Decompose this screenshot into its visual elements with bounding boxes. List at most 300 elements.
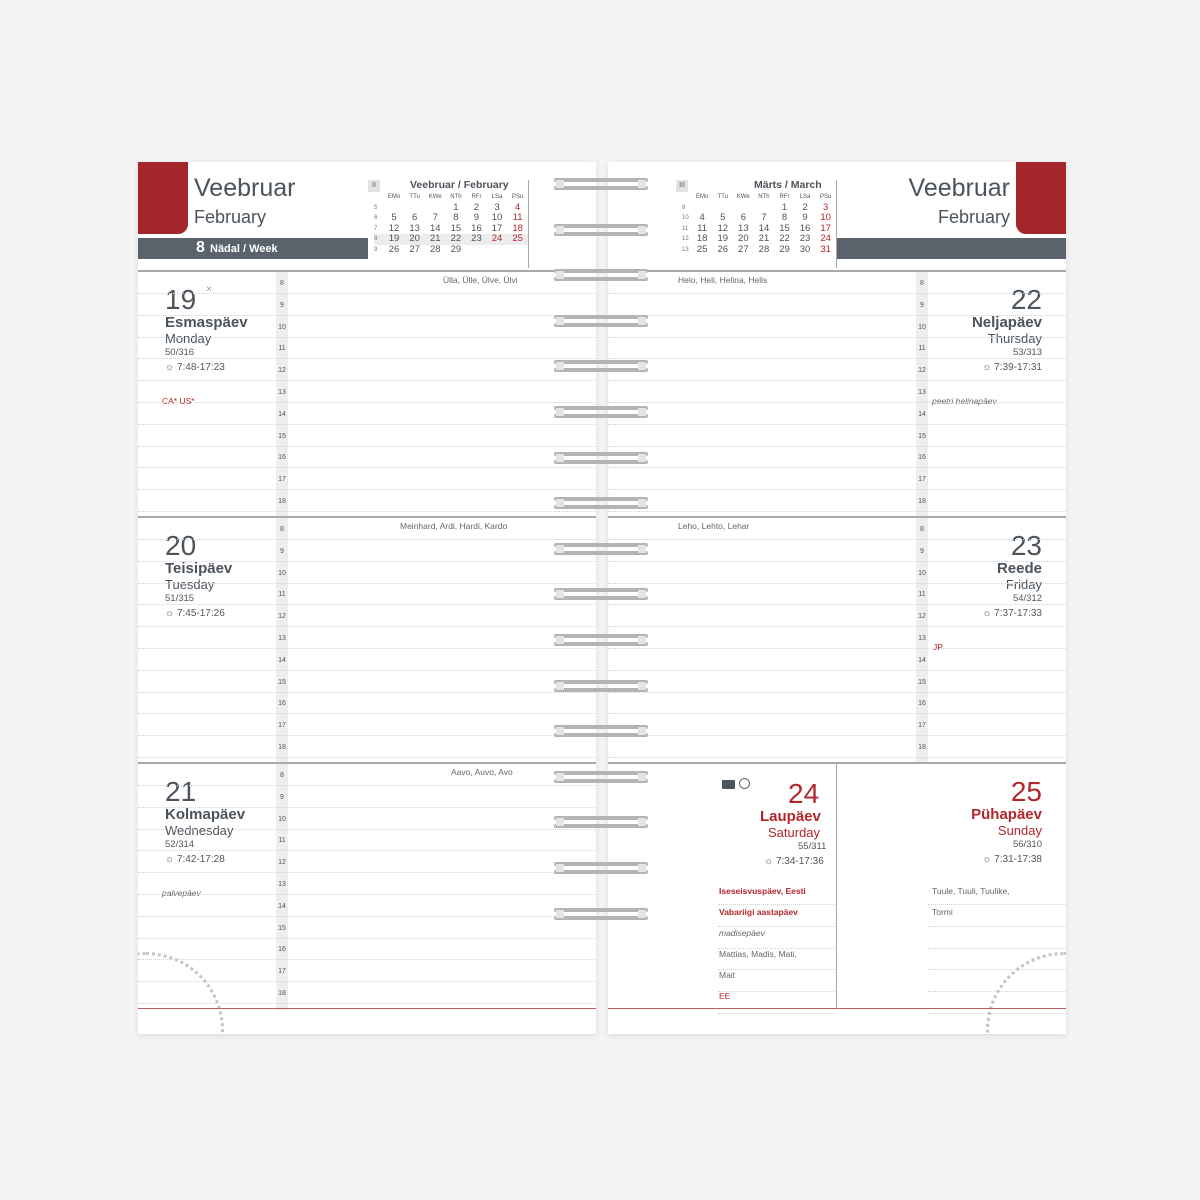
spiral-ring	[554, 448, 648, 468]
hour-line	[138, 467, 596, 468]
mini-calendar-day: 11	[512, 212, 523, 223]
hour-label: 8	[920, 526, 924, 533]
mini-calendar-day: 3	[823, 201, 829, 213]
day-name-en: Tuesday	[165, 577, 215, 592]
header-divider	[836, 180, 837, 268]
hour-label: 15	[918, 432, 926, 440]
mini-calendar-day: 24	[487, 234, 508, 245]
mini-calendar-day: 2	[473, 201, 480, 213]
weekend-section	[608, 762, 1066, 1010]
hour-label: 14	[278, 410, 286, 418]
hour-line	[138, 293, 596, 294]
hour-label: 11	[278, 837, 286, 845]
sun-times: ☼ 7:31-17:38	[982, 854, 1042, 865]
hour-label: 11	[918, 591, 926, 599]
right-page	[608, 162, 1066, 1034]
hour-label: 8	[280, 772, 284, 779]
day-count: 56/310	[1012, 839, 1042, 850]
spiral-ring	[554, 858, 648, 878]
note-line	[718, 948, 836, 949]
sun-times: ☼ 7:48-17:23	[165, 362, 225, 373]
day-number: 22	[1010, 284, 1042, 315]
hour-line	[608, 757, 1066, 758]
holiday-note: Vabariigi aastapäev	[719, 907, 798, 917]
hour-label: 18	[278, 990, 286, 997]
mini-calendar-day: 31	[820, 243, 831, 255]
weekday-header: EMo	[387, 194, 401, 200]
mini-calendar-day: 10	[820, 212, 831, 223]
mini-calendar-day: 11	[697, 222, 708, 234]
mini-calendar-day: 29	[779, 243, 790, 255]
hour-line	[138, 511, 596, 512]
sun-times: ☼ 7:34-17:36	[764, 856, 824, 867]
month-subtitle: February	[194, 207, 267, 227]
sun-times: ☼ 7:42-17:28	[165, 854, 225, 865]
hour-line	[138, 872, 596, 873]
week-label: Nädal / Week	[210, 243, 278, 255]
mini-calendar-day: 28	[429, 243, 441, 255]
mini-calendar-day	[466, 245, 487, 256]
hour-line	[138, 829, 596, 830]
close-icon: ×	[206, 284, 212, 295]
mini-calendar-day: 18	[512, 222, 523, 234]
mini-calendar-day: 6	[740, 212, 746, 223]
day-count: 54/312	[1012, 593, 1042, 604]
hour-line	[138, 604, 596, 605]
spiral-ring	[554, 676, 648, 696]
week-number: 7	[374, 225, 378, 232]
spiral-ring	[554, 402, 648, 422]
mini-calendar-day: 22	[779, 233, 790, 244]
day-section-20	[138, 516, 596, 764]
mini-calendar-day: 27	[409, 243, 420, 255]
mini-calendar-day: 28	[758, 243, 770, 255]
hour-label: 17	[918, 476, 926, 484]
month-tab	[1016, 162, 1066, 234]
hour-label: 12	[278, 859, 286, 867]
hour-line	[138, 539, 596, 540]
hour-label: 17	[278, 476, 286, 484]
day-note: palvepäev	[162, 888, 201, 898]
hour-line	[138, 807, 596, 808]
day-name-en: Wednesday	[165, 823, 234, 838]
holiday-note: CA* US*	[162, 396, 195, 406]
hour-label: 9	[280, 547, 284, 555]
mini-calendar-day: 19	[717, 233, 729, 244]
hour-label: 14	[918, 410, 926, 418]
name-days: Mait	[719, 970, 736, 980]
day-section-21	[138, 762, 596, 1010]
day-section-22	[608, 270, 1066, 518]
week-number: 10	[682, 215, 689, 221]
mini-calendar-day: 26	[388, 243, 400, 255]
hour-line	[138, 446, 596, 447]
spiral-ring	[554, 904, 648, 924]
day-count: 51/315	[165, 593, 195, 604]
left-page	[138, 162, 596, 1034]
hour-line	[138, 959, 596, 960]
day-name-et: Esmaspäev	[165, 314, 248, 331]
mini-calendar-day: 20	[738, 233, 749, 244]
mini-calendar-day: 16	[799, 222, 811, 234]
holiday-note: JP	[933, 642, 943, 652]
mini-calendar-day: 25	[696, 243, 708, 255]
day-name-en: Friday	[1005, 577, 1042, 592]
note-line	[928, 948, 1066, 949]
week-number: 5	[374, 204, 378, 211]
hour-label: 9	[920, 547, 924, 555]
week-number: 11	[682, 225, 689, 232]
mini-calendar-day: 6	[411, 212, 418, 223]
mini-calendar-day: 9	[473, 212, 480, 223]
hour-line	[138, 358, 596, 359]
mini-calendar-day: 21	[425, 234, 446, 245]
day-number: 20	[165, 530, 197, 561]
day-name-et: Neljapäev	[971, 314, 1042, 331]
hour-label: 11	[918, 345, 926, 353]
mini-calendar-day: 18	[696, 233, 708, 244]
hour-line	[138, 489, 596, 490]
month-roman: II	[368, 180, 380, 192]
hour-label: 16	[918, 700, 926, 708]
hour-label: 15	[918, 678, 926, 686]
name-days: Tuule, Tuuli, Tuulike,	[932, 886, 1010, 896]
weekday-header: TTu	[409, 194, 420, 200]
hour-label: 9	[280, 793, 284, 801]
weekday-header: TTu	[717, 194, 728, 200]
hour-line	[138, 850, 596, 851]
mini-calendar-day	[487, 245, 508, 256]
note-line	[718, 926, 836, 927]
hour-label: 9	[280, 301, 284, 309]
day-name-en: Thursday	[987, 331, 1042, 346]
day-count: 53/313	[1012, 347, 1042, 358]
hour-label: 13	[278, 881, 286, 888]
hour-label: 10	[918, 323, 926, 331]
hour-line	[138, 713, 596, 714]
hour-line	[138, 894, 596, 895]
day-name-et: Laupäev	[760, 808, 821, 825]
hour-line	[608, 583, 1066, 584]
day-name-et: Kolmapäev	[165, 806, 246, 823]
day-name-et: Pühapäev	[971, 806, 1042, 823]
hour-label: 15	[278, 432, 286, 440]
month-roman: III	[676, 180, 688, 192]
day-number: 19	[165, 284, 197, 315]
week-number: 13	[682, 246, 689, 253]
hour-line	[608, 489, 1066, 490]
spiral-ring	[554, 493, 648, 513]
day-note: peetri helinapäev	[932, 396, 997, 406]
hour-label: 16	[278, 454, 286, 462]
mini-calendar-day: 13	[738, 222, 749, 234]
name-days: Leho, Lehto, Lehar	[678, 521, 750, 531]
name-days: Aavo, Auvo, Avo	[451, 767, 513, 777]
weekday-header: PSu	[819, 194, 832, 200]
note-line	[718, 969, 836, 970]
mini-calendar-day: 14	[758, 222, 770, 234]
hour-label: 10	[278, 815, 286, 823]
sun-times: ☼ 7:45-17:26	[165, 608, 225, 619]
hour-label: 17	[278, 722, 286, 730]
hour-label: 13	[278, 389, 286, 396]
mini-calendar-day: 10	[491, 212, 503, 223]
hour-line	[138, 315, 596, 316]
footer-line	[138, 1008, 596, 1009]
hour-line	[608, 539, 1066, 540]
hour-label: 8	[920, 280, 924, 287]
weekday-header: NTh	[450, 194, 462, 200]
month-tab	[138, 162, 188, 234]
hour-label: 11	[278, 345, 286, 353]
day-number: 21	[165, 776, 197, 807]
day-name-et: Teisipäev	[165, 560, 233, 577]
hour-line	[138, 648, 596, 649]
month-title: Veebruar	[908, 174, 1010, 202]
circle-icon	[739, 778, 750, 789]
weekend-divider	[836, 764, 837, 1008]
hour-line	[138, 670, 596, 671]
mini-calendar-day: 23	[799, 233, 811, 244]
mini-calendar-day: 15	[779, 222, 790, 234]
mini-calendar-day: 22	[446, 234, 467, 245]
mini-calendar-day	[507, 245, 528, 256]
mini-calendar-day: 13	[409, 222, 420, 234]
name-days: Helo, Heli, Helina, Helis	[678, 275, 768, 285]
weekday-header: NTh	[758, 194, 770, 200]
hour-line	[608, 467, 1066, 468]
hour-label: 13	[918, 635, 926, 642]
spiral-ring	[554, 265, 648, 285]
hour-line	[138, 424, 596, 425]
day-note: madisepäev	[719, 928, 765, 938]
hour-line	[138, 735, 596, 736]
hour-label: 14	[278, 656, 286, 664]
footer-line	[608, 1008, 1066, 1009]
mini-calendar-day: 8	[781, 212, 788, 223]
day-number: 23	[1010, 530, 1042, 561]
hour-label: 18	[918, 498, 926, 505]
weekday-header: LSa	[491, 194, 503, 200]
day-number: 24	[788, 778, 820, 809]
mini-calendar-day: 8	[453, 212, 459, 223]
note-line	[718, 904, 836, 905]
hour-line	[138, 692, 596, 693]
hour-line	[608, 293, 1066, 294]
hour-label: 10	[278, 569, 286, 577]
mini-calendar-day: 5	[720, 212, 726, 223]
week-number: 6	[374, 215, 378, 221]
mini-calendar-day: 14	[429, 222, 441, 234]
mini-calendar-day: 16	[471, 222, 482, 234]
hour-line	[608, 424, 1066, 425]
hour-label: 16	[278, 700, 286, 708]
mini-calendar-day: 7	[761, 212, 767, 223]
hour-label: 18	[918, 744, 926, 751]
hour-line	[138, 938, 596, 939]
week-bar	[138, 238, 368, 259]
week-number: 8	[374, 234, 384, 245]
spiral-ring	[554, 220, 648, 240]
note-line	[718, 991, 836, 992]
hour-label: 8	[280, 280, 284, 287]
week-number: 9	[682, 204, 686, 211]
weekday-header: RFr	[779, 194, 790, 200]
header-divider	[528, 180, 529, 268]
mini-calendar-day: 17	[820, 222, 831, 234]
spiral-ring	[554, 539, 648, 559]
hour-line	[608, 713, 1066, 714]
spiral-ring	[554, 584, 648, 604]
hour-line	[138, 757, 596, 758]
weekday-header: EMo	[695, 194, 709, 200]
mini-calendar-day: 1	[781, 201, 788, 213]
mini-calendar-day: 23	[466, 234, 487, 245]
day-name-et: Reede	[996, 560, 1042, 577]
note-line	[718, 1013, 836, 1014]
hour-line	[608, 511, 1066, 512]
spiral-ring	[554, 630, 648, 650]
mini-calendar-day: 30	[799, 243, 811, 255]
mini-calendar-day: 25	[507, 234, 528, 245]
mini-calendar-day: 17	[491, 222, 503, 234]
mini-calendar-day: 12	[388, 222, 400, 234]
hour-label: 12	[918, 613, 926, 621]
day-count: 52/314	[165, 839, 195, 850]
month-subtitle: February	[937, 207, 1010, 227]
mini-calendar-day: 9	[802, 212, 808, 223]
spiral-ring	[554, 767, 648, 787]
note-line	[928, 904, 1066, 905]
mini-calendar-day: 1	[453, 201, 459, 213]
note-line	[928, 926, 1066, 927]
sun-times: ☼ 7:39-17:31	[982, 362, 1042, 373]
week-number: 12	[682, 236, 689, 242]
spiral-ring	[554, 174, 648, 194]
hour-label: 11	[278, 591, 286, 599]
month-title: Veebruar	[194, 174, 296, 202]
mini-calendar-title: Märts / March	[754, 179, 822, 191]
hour-label: 12	[278, 367, 286, 375]
hour-label: 17	[918, 722, 926, 730]
hour-line	[608, 692, 1066, 693]
hour-line	[138, 337, 596, 338]
hour-label: 15	[278, 678, 286, 686]
hour-label: 13	[278, 635, 286, 642]
spiral-ring	[554, 356, 648, 376]
mini-calendar-day: 20	[404, 234, 425, 245]
hour-label: 18	[278, 498, 286, 505]
mini-calendar-day: 29	[450, 243, 462, 255]
holiday-note: EE	[719, 991, 731, 1001]
day-section-19	[138, 270, 596, 518]
mini-calendar-day: 27	[738, 243, 749, 255]
mini-calendar-day: 15	[450, 222, 462, 234]
hour-line	[138, 380, 596, 381]
week-bar	[837, 238, 1066, 259]
name-days: Ülla, Ülle, Ülve, Ülvi	[443, 275, 518, 285]
hour-label: 18	[278, 744, 286, 751]
weekday-header: LSa	[799, 194, 811, 200]
mini-calendar-day: 3	[494, 201, 500, 213]
hour-label: 12	[918, 367, 926, 375]
mini-calendar-day: 7	[432, 212, 438, 223]
hour-line	[608, 315, 1066, 316]
hour-line	[608, 358, 1066, 359]
hour-line	[138, 916, 596, 917]
day-name-en: Saturday	[768, 825, 821, 840]
hour-label: 14	[278, 902, 286, 910]
day-name-en: Sunday	[997, 823, 1042, 838]
hour-line	[608, 626, 1066, 627]
name-days: Tormi	[932, 907, 953, 917]
hour-line	[608, 337, 1066, 338]
hour-label: 8	[280, 526, 284, 533]
hour-label: 16	[278, 946, 286, 954]
day-count: 55/311	[798, 841, 827, 852]
hour-label: 15	[278, 924, 286, 932]
mini-calendar-title: Veebruar / February	[410, 179, 509, 191]
name-days: Meinhard, Ardi, Hardi, Kardo	[400, 521, 508, 531]
spiral-ring	[554, 721, 648, 741]
holiday-note: Iseseisvuspäev, Eesti	[719, 886, 806, 896]
mini-calendar-day: 21	[758, 233, 770, 244]
mini-calendar-day: 12	[717, 222, 729, 234]
moon-phase-icon	[722, 780, 735, 789]
day-section-23	[608, 516, 1066, 764]
mini-calendar-day: 19	[384, 234, 405, 245]
weekday-header: RFr	[471, 194, 482, 200]
mini-calendar-day: 2	[802, 201, 808, 213]
spiral-ring	[554, 812, 648, 832]
hour-line	[138, 785, 596, 786]
day-number: 25	[1010, 776, 1042, 807]
mini-calendar-day: 24	[820, 233, 831, 244]
hour-label: 10	[918, 569, 926, 577]
hour-label: 10	[278, 323, 286, 331]
hour-line	[138, 583, 596, 584]
weekday-header: PSu	[511, 194, 524, 200]
hour-line	[608, 446, 1066, 447]
weekday-header: KWe	[736, 194, 750, 200]
mini-calendar-day: 4	[515, 201, 521, 213]
hour-line	[608, 561, 1066, 562]
hour-label: 13	[918, 389, 926, 396]
day-count: 50/316	[165, 347, 195, 358]
hour-line	[608, 380, 1066, 381]
hour-line	[608, 648, 1066, 649]
hour-label: 17	[278, 968, 286, 976]
day-name-en: Monday	[165, 331, 212, 346]
week-number: 9	[374, 246, 378, 253]
hour-line	[608, 735, 1066, 736]
hour-line	[138, 626, 596, 627]
sun-times: ☼ 7:37-17:33	[982, 608, 1042, 619]
hour-line	[608, 604, 1066, 605]
hour-line	[608, 402, 1066, 403]
hour-line	[138, 402, 596, 403]
weekday-header: KWe	[428, 194, 442, 200]
hour-line	[608, 670, 1066, 671]
hour-label: 14	[918, 656, 926, 664]
spiral-ring	[554, 311, 648, 331]
mini-calendar-day: 26	[717, 243, 729, 255]
hour-label: 12	[278, 613, 286, 621]
mini-calendar-day: 4	[699, 212, 705, 223]
mini-calendar-day: 5	[391, 212, 397, 223]
hour-label: 16	[918, 454, 926, 462]
hour-label: 9	[920, 301, 924, 309]
